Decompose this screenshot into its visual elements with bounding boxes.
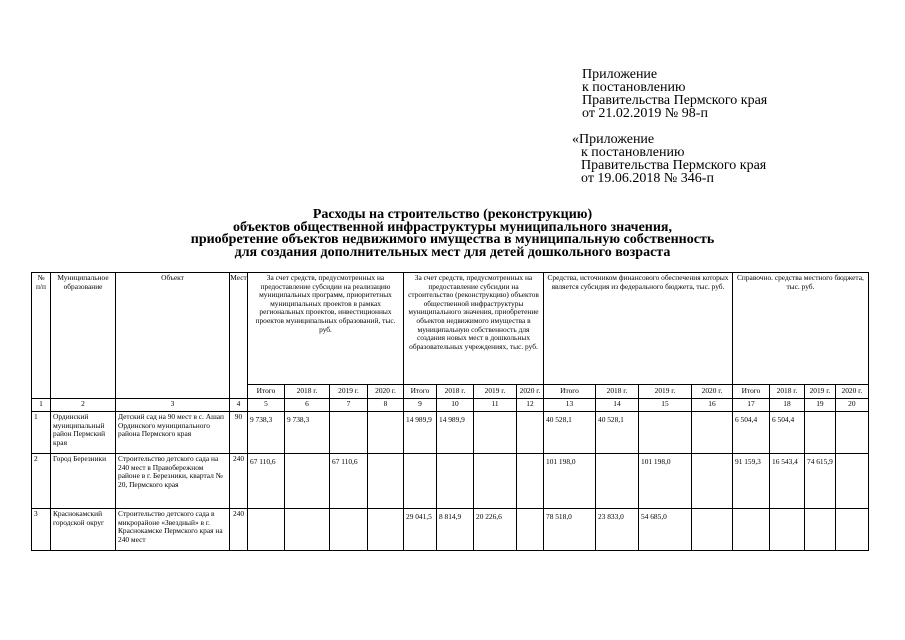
column-number: 3: [116, 399, 230, 412]
row-value: 101 198,0: [544, 454, 596, 509]
row-value: 91 159,3: [733, 454, 770, 509]
annex-line: Правительства Пермского края: [582, 93, 768, 108]
column-number: 14: [596, 399, 639, 412]
subheader-cell: 2018 г.: [770, 385, 805, 399]
row-value: [805, 509, 836, 551]
header-places: Мест: [230, 273, 248, 399]
row-value: [248, 509, 285, 551]
column-number: 13: [544, 399, 596, 412]
row-value: 29 041,5: [404, 509, 437, 551]
row-object: Строительство детского сада на 240 мест в Правобережном районе в г. Березники, квартал № 20, Пермского края: [116, 454, 230, 509]
title-line: для создания дополнительных мест для детей дошкольного возраста: [234, 244, 671, 260]
row-value: 6 504,4: [770, 412, 805, 454]
row-value: [692, 412, 733, 454]
row-value: 23 833,0: [596, 509, 639, 551]
column-number: 11: [474, 399, 517, 412]
column-number: 15: [639, 399, 692, 412]
column-number: 1: [32, 399, 51, 412]
row-value: 67 110,6: [248, 454, 285, 509]
row-places: 90: [230, 412, 248, 454]
row-municipality: Город Березники: [51, 454, 116, 509]
subheader-cell: 2019 г.: [639, 385, 692, 399]
row-value: 40 528,1: [596, 412, 639, 454]
row-value: 20 226,6: [474, 509, 517, 551]
row-value: 8 814,9: [437, 509, 474, 551]
row-value: [330, 412, 368, 454]
row-municipality: Краснокамский городской округ: [51, 509, 116, 551]
column-number: 12: [517, 399, 544, 412]
column-number: 7: [330, 399, 368, 412]
column-number-row: [32, 399, 869, 412]
column-number: 6: [285, 399, 330, 412]
column-number: 8: [368, 399, 404, 412]
title-line: Расходы на строительство (реконструкцию): [312, 207, 593, 222]
column-number: 19: [805, 399, 836, 412]
row-value: 54 685,0: [639, 509, 692, 551]
table-row: [32, 509, 869, 551]
row-value: [404, 454, 437, 509]
header-municipality: Муниципальное образование: [51, 273, 116, 399]
annex-block-current: [582, 68, 767, 120]
row-value: [368, 454, 404, 509]
row-value: [692, 509, 733, 551]
row-value: [285, 454, 330, 509]
row-value: 14 989,9: [404, 412, 437, 454]
column-number: 9: [404, 399, 437, 412]
header-group-local: Справочно. средства местного бюджета, тыс. руб.: [733, 273, 869, 385]
row-value: [517, 509, 544, 551]
annex-line: «Приложение: [572, 132, 655, 147]
row-value: [474, 454, 517, 509]
header-group-programs: За счет средств, предусмотренных на предоставление субсидии на реализацию муниципальных программ, приоритетных муниципальных проектов в рамках региональных проектов, инвестиционных проектов муниципальных образований, тыс. руб.: [248, 273, 404, 385]
header-group-infrastructure: За счет средств, предусмотренных на предоставление субсидии на строительство (реконструкцию) объектов общественной инфраструктуры муниципального значения, приобретение объектов недвижимого имущества в муниципальную собственность для создания новых мест в дошкольных образовательных учреждениях, тыс. руб.: [404, 273, 544, 385]
subheader-cell: Итого: [404, 385, 437, 399]
row-value: [368, 509, 404, 551]
subheader-cell: 2018 г.: [596, 385, 639, 399]
header-num: № п/п: [32, 273, 51, 399]
row-value: [835, 509, 868, 551]
row-value: 9 738,3: [285, 412, 330, 454]
annex-line: Приложение: [582, 67, 658, 82]
annex-block-previous: [572, 133, 766, 185]
header-object: Объект: [116, 273, 230, 399]
subheader-cell: 2019 г.: [805, 385, 836, 399]
expenses-table: [31, 272, 869, 551]
annex-line: к постановлению: [581, 145, 685, 160]
row-value: [330, 509, 368, 551]
row-value: 16 543,4: [770, 454, 805, 509]
row-value: [835, 412, 868, 454]
table-row: [32, 454, 869, 509]
annex-line: от 19.06.2018 № 346-п: [581, 171, 714, 186]
row-value: 67 110,6: [330, 454, 368, 509]
subheader-cell: 2018 г.: [437, 385, 474, 399]
title-line: приобретение объектов недвижимого имущества в муниципальную собственность: [190, 232, 715, 247]
row-value: [517, 412, 544, 454]
subheader-cell: 2020 г.: [368, 385, 404, 399]
row-value: 78 518,0: [544, 509, 596, 551]
row-object: Строительство детского сада в микрорайоне «Звездный» в г. Краснокамске Пермского края на 240 мест: [116, 509, 230, 551]
row-value: [285, 509, 330, 551]
column-number: 4: [230, 399, 248, 412]
row-value: 14 989,9: [437, 412, 474, 454]
row-num: 1: [32, 412, 51, 454]
subheader-cell: Итого: [733, 385, 770, 399]
subheader-cell: 2019 г.: [330, 385, 368, 399]
row-value: [596, 454, 639, 509]
row-value: 101 198,0: [639, 454, 692, 509]
subheader-cell: Итого: [544, 385, 596, 399]
title-line: объектов общественной инфраструктуры муниципального значения,: [233, 219, 672, 235]
annex-line: Правительства Пермского края: [581, 158, 767, 173]
subheader-cell: 2020 г.: [692, 385, 733, 399]
row-value: 9 738,3: [248, 412, 285, 454]
row-value: [639, 412, 692, 454]
subheader-cell: Итого: [248, 385, 285, 399]
document-title: [0, 209, 905, 259]
row-places: 240: [230, 509, 248, 551]
column-number: 10: [437, 399, 474, 412]
row-value: 6 504,4: [733, 412, 770, 454]
table-header-row: [32, 273, 869, 385]
subheader-cell: 2019 г.: [474, 385, 517, 399]
row-value: [835, 454, 868, 509]
row-num: 2: [32, 454, 51, 509]
column-number: 5: [248, 399, 285, 412]
row-value: [517, 454, 544, 509]
row-value: [437, 454, 474, 509]
annex-line: к постановлению: [582, 80, 686, 95]
row-places: 240: [230, 454, 248, 509]
row-value: [368, 412, 404, 454]
row-num: 3: [32, 509, 51, 551]
row-municipality: Ординский муниципальный район Пермский края: [51, 412, 116, 454]
row-value: [474, 412, 517, 454]
row-value: 74 615,9: [805, 454, 836, 509]
row-value: 40 528,1: [544, 412, 596, 454]
row-object: Детский сад на 90 мест в с. Ашап Ординского муниципального района Пермского края: [116, 412, 230, 454]
subheader-cell: 2020 г.: [517, 385, 544, 399]
annex-line: от 21.02.2019 № 98-п: [582, 106, 708, 121]
subheader-cell: 2020 г.: [835, 385, 868, 399]
header-group-federal: Средства, источником финансового обеспечения которых является субсидия из федерального бюджета, тыс. руб.: [544, 273, 733, 385]
column-number: 2: [51, 399, 116, 412]
row-value: [692, 454, 733, 509]
column-number: 16: [692, 399, 733, 412]
column-number: 17: [733, 399, 770, 412]
subheader-cell: 2018 г.: [285, 385, 330, 399]
row-value: [805, 412, 836, 454]
column-number: 18: [770, 399, 805, 412]
row-value: [770, 509, 805, 551]
column-number: 20: [835, 399, 868, 412]
table-row: [32, 412, 869, 454]
row-value: [733, 509, 770, 551]
